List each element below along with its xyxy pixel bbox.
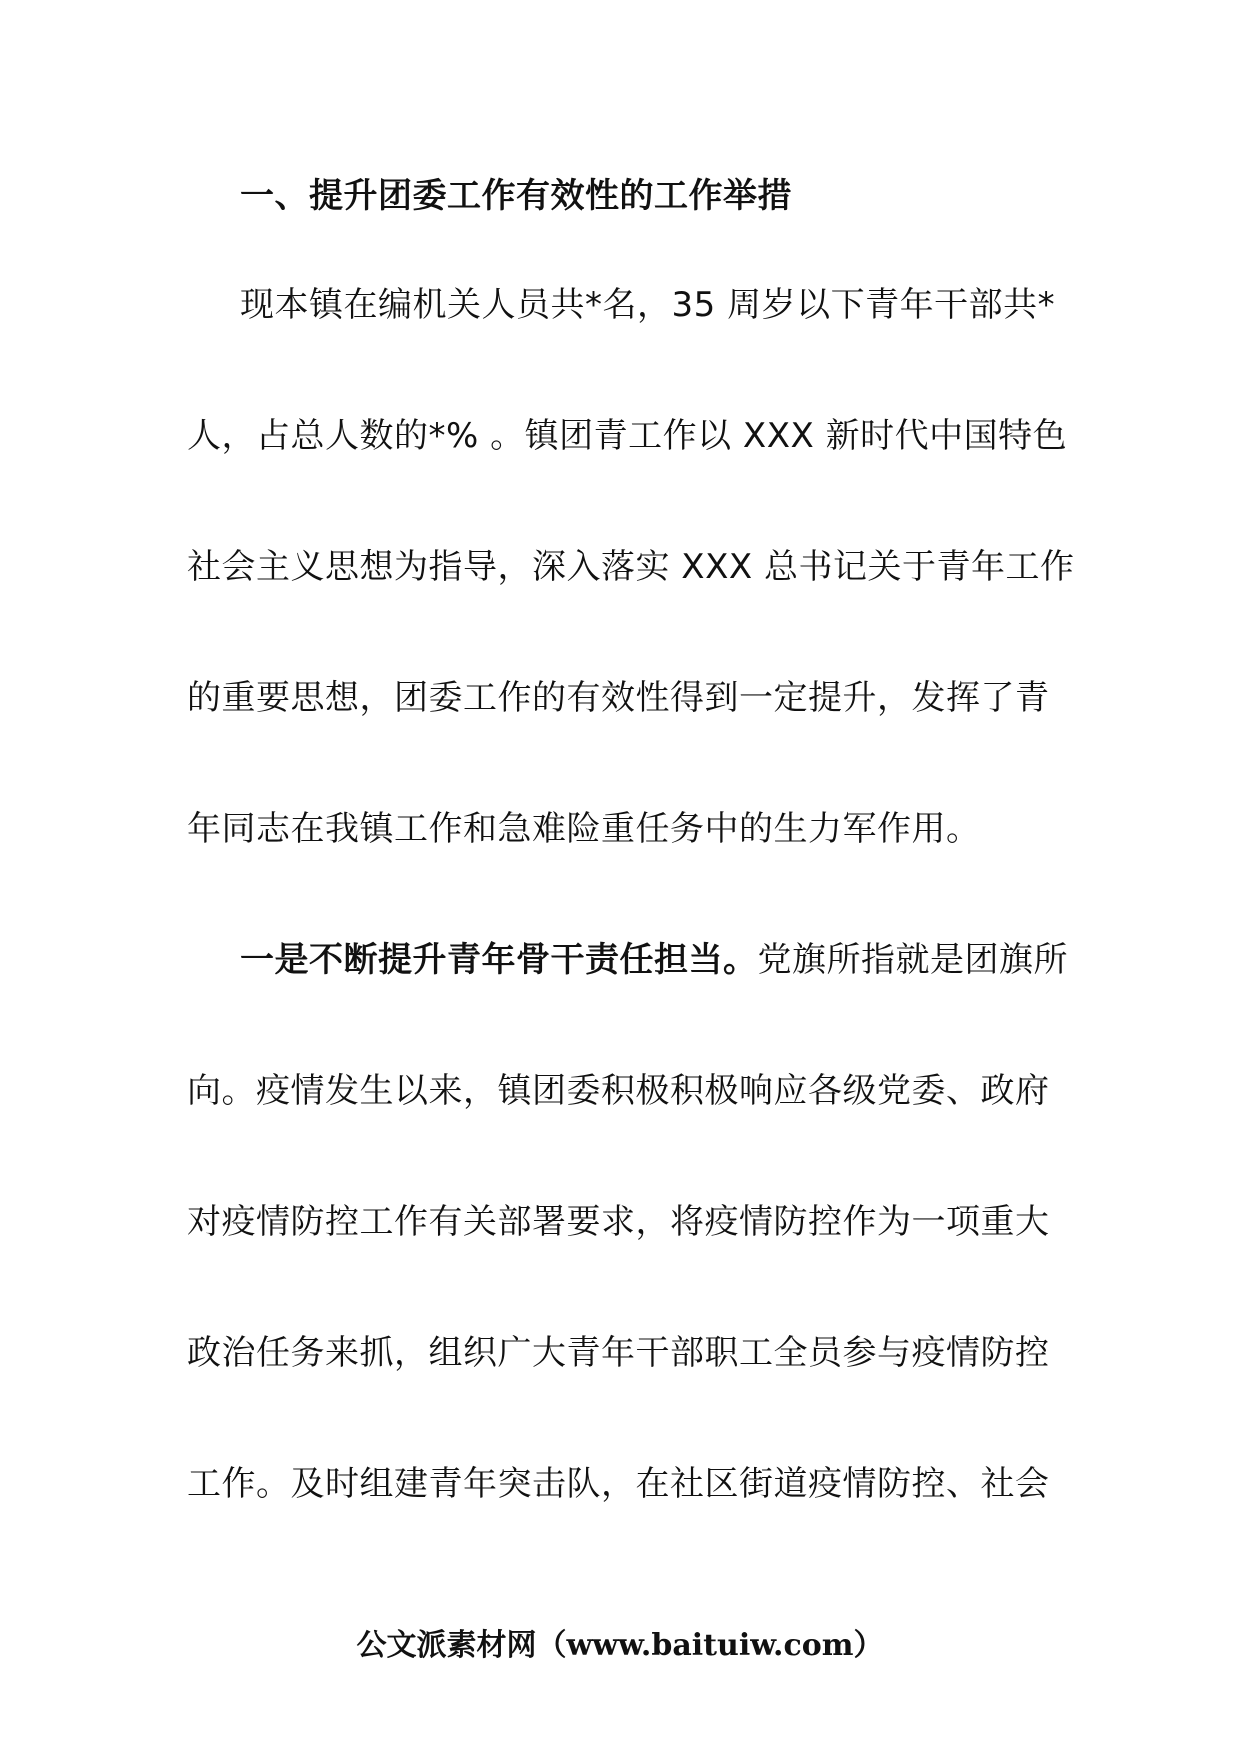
paragraph-line: 工作。及时组建青年突击队，在社区街道疫情防控、社会 [187,1464,1050,1504]
paragraph-line: 社会主义思想为指导，深入落实 XXX 总书记关于青年工作 [187,547,1075,587]
bold-lead-text: 一是不断提升青年骨干责任担当。 [240,940,758,980]
lead-line-rest: 党旗所指就是团旗所 [757,940,1068,980]
footer-watermark: 公文派素材网（www.baituiw.com） [356,1628,884,1663]
paragraph-line: 对疫情防控工作有关部署要求，将疫情防控作为一项重大 [187,1202,1050,1242]
paragraph-line: 人，占总人数的*% 。镇团青工作以 XXX 新时代中国特色 [187,416,1068,456]
paragraph-line-lead [240,938,1068,982]
paragraph-line: 向。疫情发生以来，镇团委积极积极响应各级党委、政府 [187,1071,1050,1111]
paragraph-line: 政治任务来抓，组织广大青年干部职工全员参与疫情防控 [187,1333,1050,1373]
paragraph-line: 的重要思想，团委工作的有效性得到一定提升，发挥了青 [187,678,1050,718]
paragraph-line: 年同志在我镇工作和急难险重任务中的生力军作用。 [187,809,981,849]
section-heading: 一、提升团委工作有效性的工作举措 [240,176,792,216]
paragraph-line: 现本镇在编机关人员共*名，35 周岁以下青年干部共* [240,285,1056,325]
